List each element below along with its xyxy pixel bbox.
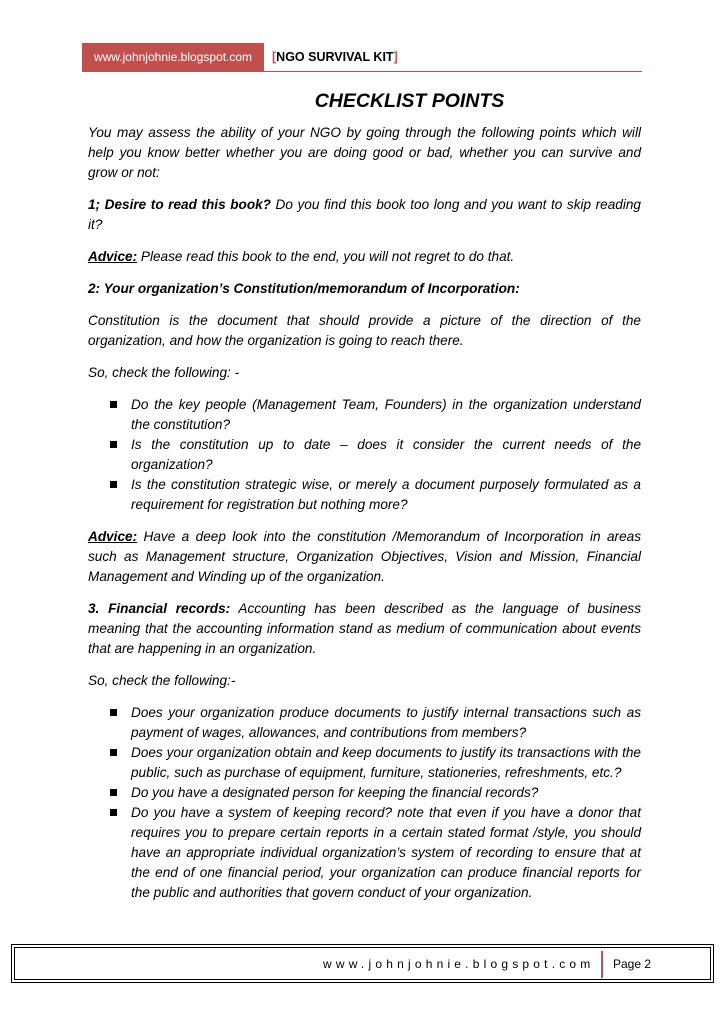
- point-1-heading: 1; Desire to read this book?: [88, 197, 271, 212]
- list-item-text: Is the constitution up to date – does it consider the current needs of the organization?: [131, 437, 641, 472]
- bracket-open: [: [272, 50, 277, 64]
- advice-2-text: Have a deep look into the constitution /Memorandum of Incorporation in areas such as Management structure, Organization Objectives, Vision and Mission, Financial Management and Winding up of the organization.: [88, 529, 641, 584]
- list-item: [88, 435, 641, 475]
- intro-paragraph: You may assess the ability of your NGO by going through the following points which will help you know better whether you are doing good or bad, whether you can survive and grow or not:: [88, 125, 641, 180]
- point-3-list: [88, 703, 641, 903]
- advice-1-text: Please read this book to the end, you will not regret to do that.: [137, 249, 515, 264]
- bullet-icon: [110, 809, 117, 816]
- list-item-text: Is the constitution strategic wise, or merely a document purposely formulated as a requirement for registration but nothing more?: [131, 477, 641, 512]
- advice-2-label: Advice:: [88, 529, 138, 544]
- page-footer: [11, 944, 714, 983]
- bullet-icon: [110, 481, 117, 488]
- point-2-check: So, check the following: -: [88, 365, 240, 380]
- advice-1-label: Advice:: [88, 249, 138, 264]
- bullet-icon: [110, 441, 117, 448]
- page-title: CHECKLIST POINTS: [314, 90, 505, 112]
- page-number: Page 2: [601, 951, 663, 978]
- bullet-icon: [110, 749, 117, 756]
- point-3-text: Accounting has been described as the language of business meaning that the accounting information stand as medium of communication about events that are happening in an organization.: [88, 601, 641, 656]
- list-item-text: Do the key people (Management Team, Founders) in the organization understand the constitution?: [131, 397, 641, 432]
- point-3-check: So, check the following:-: [88, 673, 236, 688]
- kit-name: NGO SURVIVAL KIT: [276, 50, 394, 64]
- point-1: [88, 195, 641, 235]
- footer-inner-border: [14, 947, 711, 980]
- list-item: [88, 475, 641, 515]
- bracket-close: ]: [393, 50, 398, 64]
- list-item: [88, 703, 641, 743]
- bullet-icon: [110, 709, 117, 716]
- bullet-icon: [110, 789, 117, 796]
- point-1-text: Do you find this book too long and you want to skip reading it?: [88, 197, 641, 232]
- bullet-icon: [110, 401, 117, 408]
- list-item: [88, 783, 641, 803]
- point-2-heading: 2: Your organization’s Constitution/memorandum of Incorporation:: [88, 281, 520, 296]
- page-content: [88, 88, 641, 915]
- point-3-heading: 3. Financial records:: [88, 601, 231, 616]
- list-item-text: Does your organization obtain and keep documents to justify its transactions with the public, such as purchase of equipment, furniture, stationeries, refreshments, etc.?: [131, 745, 641, 780]
- point-2-text: Constitution is the document that should provide a picture of the direction of the organization, and how the organization is going to reach there.: [88, 313, 641, 348]
- list-item-text: Does your organization produce documents to justify internal transactions such as payment of wages, allowances, and contributions from members?: [131, 705, 641, 740]
- point-3: [88, 599, 641, 659]
- advice-1: [88, 247, 641, 267]
- point-2-list: [88, 395, 641, 515]
- list-item: [88, 743, 641, 783]
- advice-2: [88, 527, 641, 587]
- list-item: [88, 395, 641, 435]
- header-kit-title: [266, 43, 398, 71]
- list-item-text: Do you have a system of keeping record? note that even if you have a donor that requires you to prepare certain reports in a certain stated format /style, you should have an appropriate individual organization’s system of recording to ensure that at the end of one financial period, your organization can produce financial reports for the public and authorities that govern conduct of your organization.: [131, 805, 641, 900]
- list-item: [88, 803, 641, 903]
- footer-site: www.johnjohnie.blogspot.com: [323, 957, 595, 971]
- header-site-label: www.johnjohnie.blogspot.com: [82, 43, 264, 71]
- list-item-text: Do you have a designated person for keeping the financial records?: [131, 785, 539, 800]
- header-rule: [82, 71, 642, 72]
